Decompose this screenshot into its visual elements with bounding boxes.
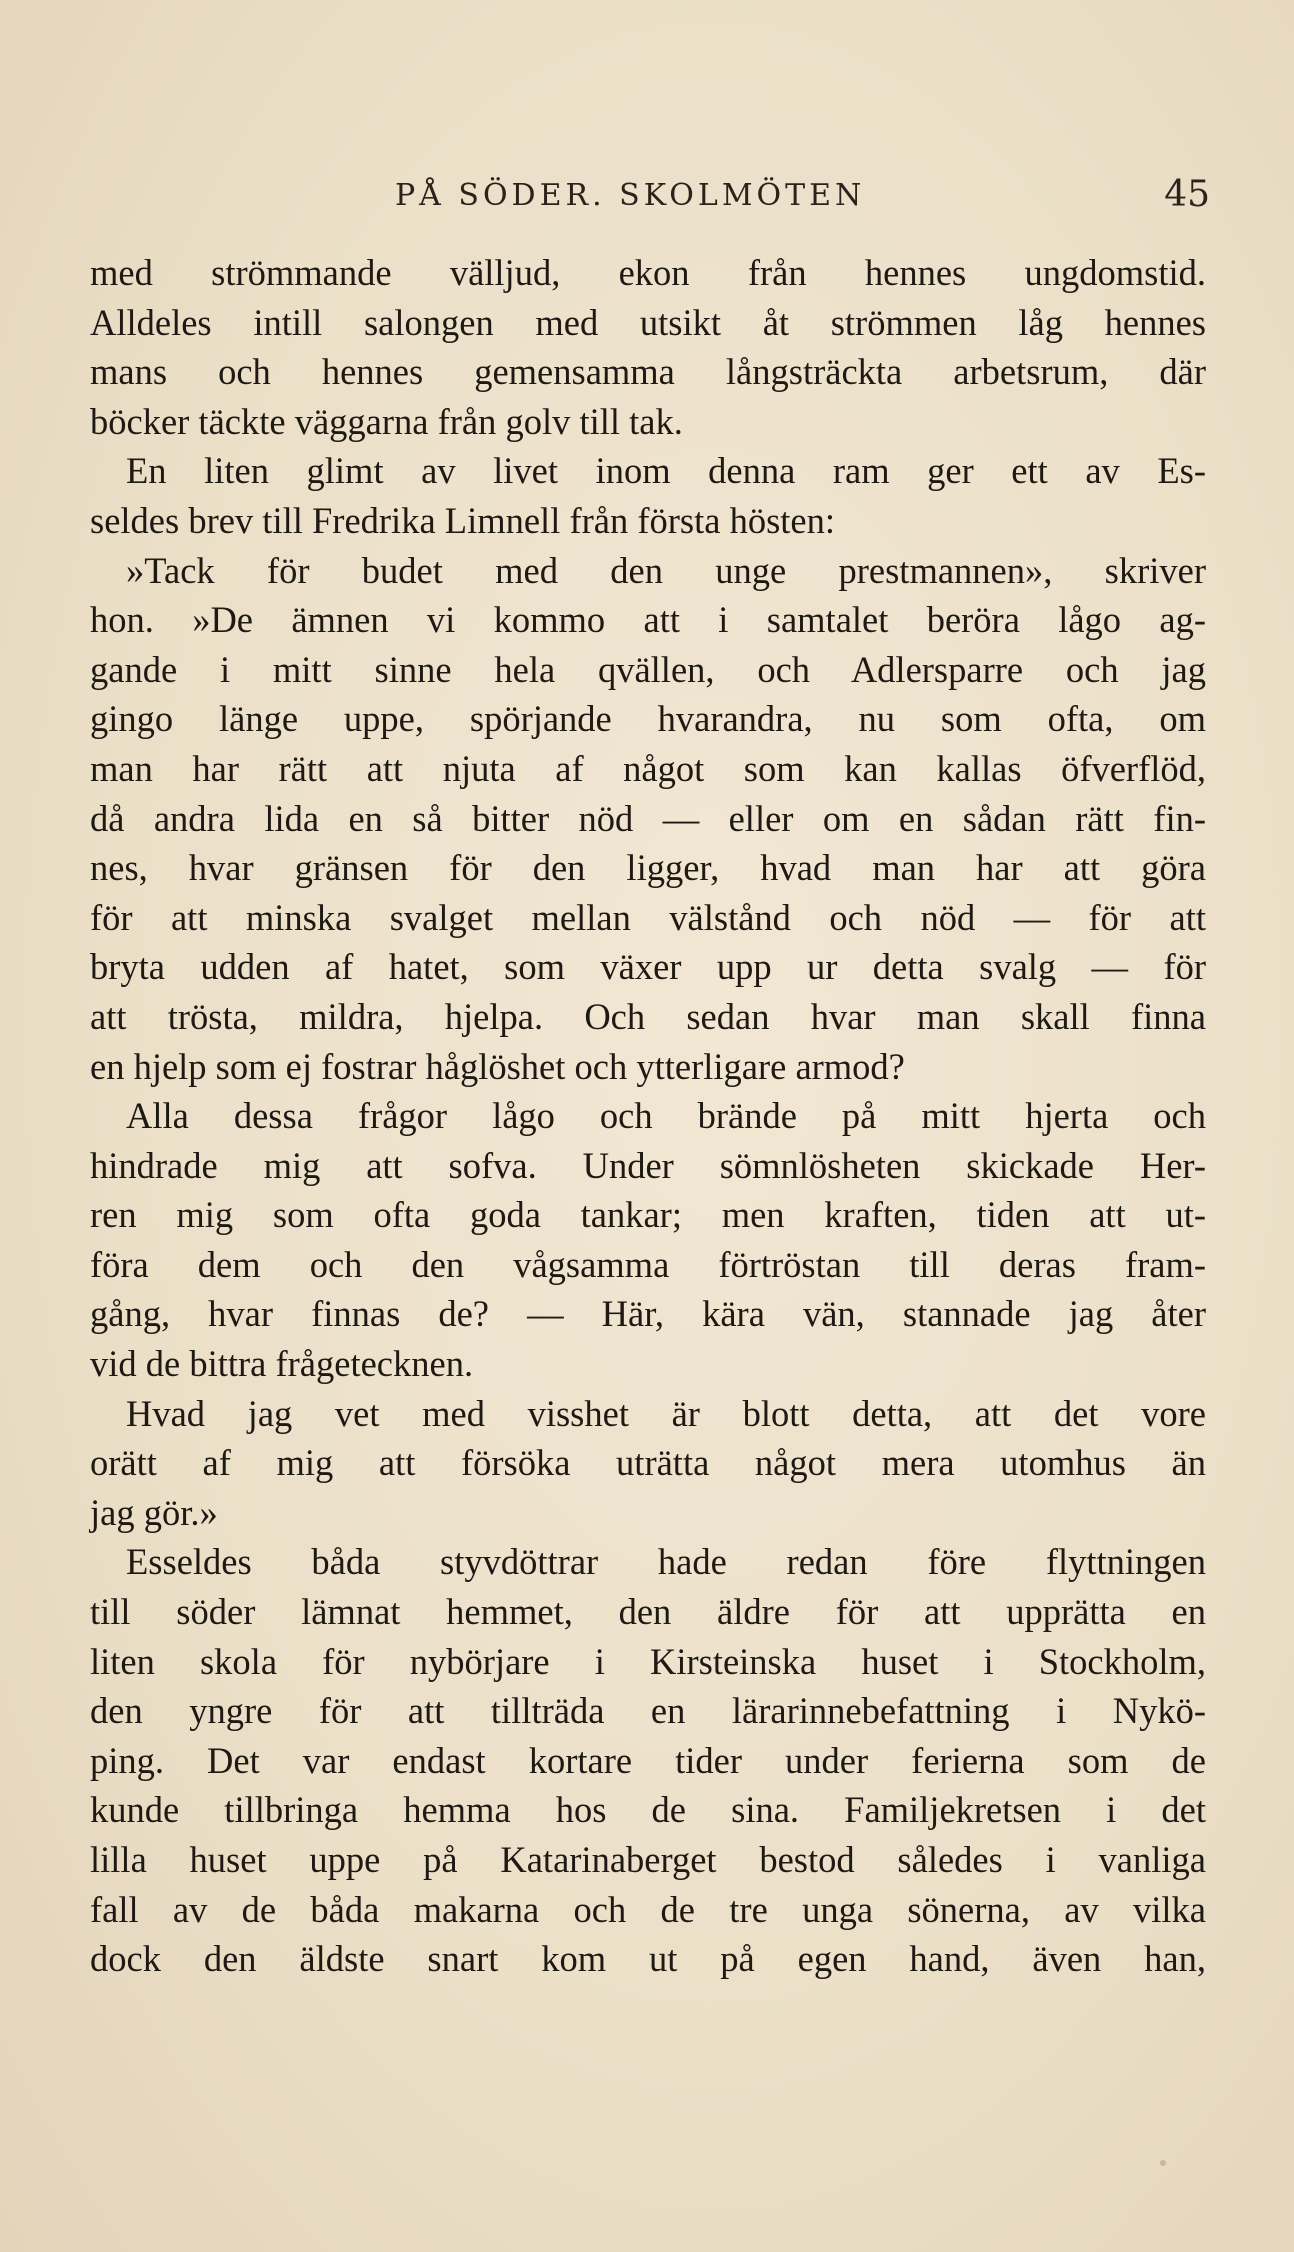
text-line: den yngre för att tillträda en lärarinnebefattning i Nykö- [90, 1690, 1206, 1732]
body-text [90, 248, 1206, 1984]
text-line: lilla huset uppe på Katarinaberget bestod således i vanliga [90, 1839, 1206, 1880]
text-line: Alla dessa frågor lågo och brände på mitt hjerta och [126, 1095, 1206, 1137]
text-line: dock den äldste snart kom ut på egen hand, även han, [90, 1938, 1206, 1980]
text-line: att trösta, mildra, hjelpa. Och sedan hvar man skall finna [90, 995, 1206, 1037]
text-line: orätt af mig att försöka uträtta något mera utomhus än [90, 1442, 1206, 1484]
text-line: kunde tillbringa hemma hos de sina. Familjekretsen i det [90, 1789, 1206, 1831]
text-line: hindrade mig att sofva. Under sömnlösheten skickade Her- [90, 1144, 1206, 1186]
text-line: Esseldes båda styvdöttrar hade redan före flyttningen [126, 1541, 1206, 1583]
text-line: Hvad jag vet med visshet är blott detta, att det vore [126, 1392, 1206, 1434]
text-line: man har rätt att njuta af något som kan kallas öfverflöd, [90, 747, 1206, 789]
text-line: hon. »De ämnen vi kommo att i samtalet beröra lågo ag- [90, 599, 1206, 641]
text-line: en hjelp som ej fostrar håglöshet och ytterligare armod? [90, 1045, 905, 1087]
text-line: för att minska svalget mellan välstånd och nöd — för att [90, 896, 1206, 938]
text-line: seldes brev till Fredrika Limnell från första hösten: [90, 499, 836, 541]
paper-speck [1160, 2160, 1166, 2166]
text-line: gande i mitt sinne hela qvällen, och Adlersparre och jag [90, 648, 1206, 690]
text-line: vid de bittra frågetecknen. [90, 1343, 474, 1385]
text-line: liten skola för nybörjare i Kirsteinska huset i Stockholm, [90, 1640, 1206, 1682]
text-line: En liten glimt av livet inom denna ram ger ett av Es- [126, 450, 1206, 492]
text-line: till söder lämnat hemmet, den äldre för att upprätta en [90, 1591, 1206, 1633]
text-line: fall av de båda makarna och de tre unga sönerna, av vilka [90, 1888, 1206, 1930]
text-line: böcker täckte väggarna från golv till tak. [90, 400, 683, 442]
text-line: mans och hennes gemensamma långsträckta arbetsrum, där [90, 351, 1206, 393]
text-line: bryta udden af hatet, som växer upp ur detta svalg — för [90, 946, 1206, 988]
text-line: ren mig som ofta goda tankar; men kraften, tiden att ut- [90, 1194, 1206, 1236]
text-line: jag gör.» [90, 1491, 218, 1533]
text-line: »Tack för budet med den unge prestmannen», skriver [126, 549, 1206, 591]
text-line: gång, hvar finnas de? — Här, kära vän, stannade jag åter [90, 1293, 1206, 1335]
page-header [90, 174, 1210, 224]
page-number: 45 [1164, 174, 1210, 215]
text-line: med strömmande välljud, ekon från hennes ungdomstid. [90, 252, 1206, 293]
text-line: då andra lida en så bitter nöd — eller om en sådan rätt fin- [90, 797, 1206, 839]
running-head: PÅ SÖDER. SKOLMÖTEN [395, 178, 866, 213]
text-line: Alldeles intill salongen med utsikt åt strömmen låg hennes [90, 301, 1206, 343]
text-line: föra dem och den vågsamma förtröstan till deras fram- [90, 1243, 1206, 1285]
text-line: gingo länge uppe, spörjande hvarandra, nu som ofta, om [90, 698, 1206, 740]
text-line: ping. Det var endast kortare tider under ferierna som de [90, 1739, 1206, 1781]
text-line: nes, hvar gränsen för den ligger, hvad man har att göra [90, 847, 1206, 889]
